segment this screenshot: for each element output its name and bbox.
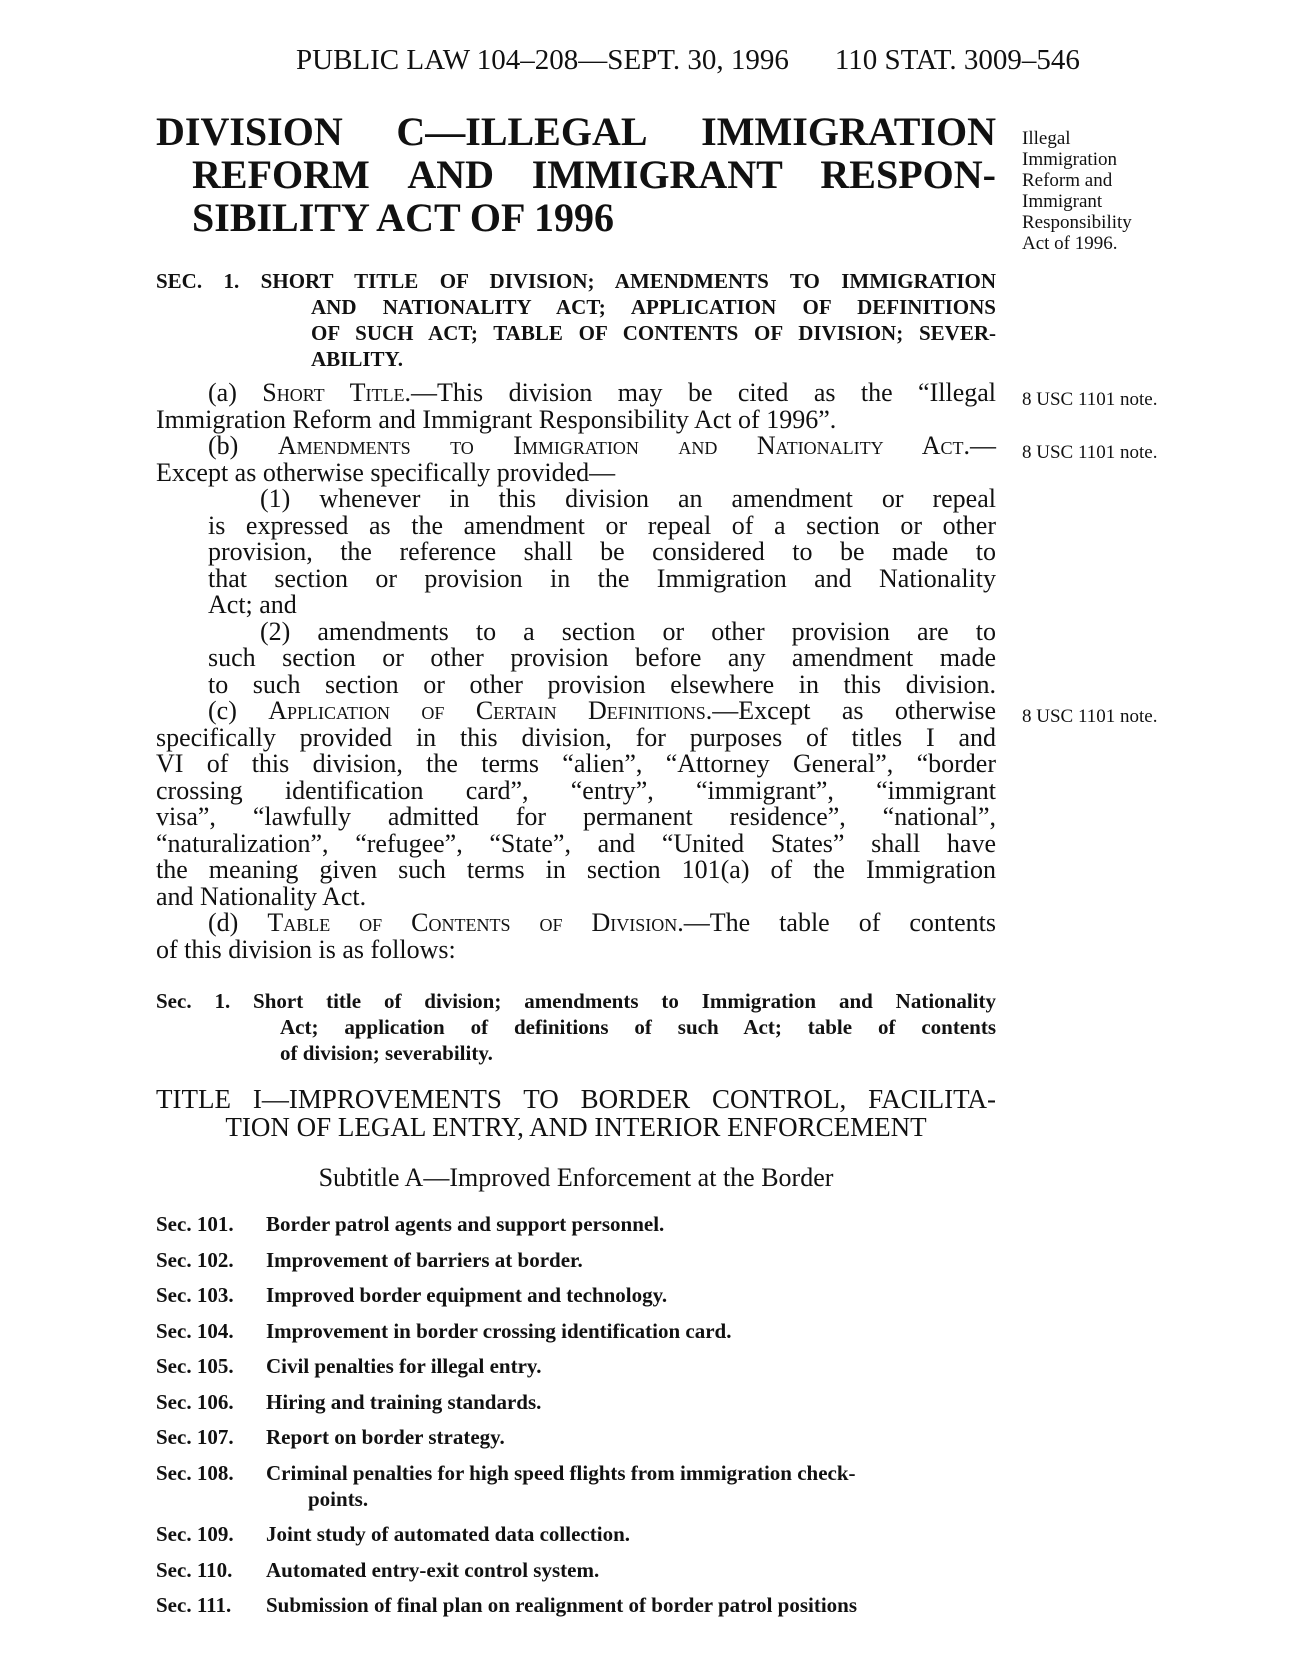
section-1-heading bbox=[156, 268, 996, 372]
margin-usc-note-b: 8 USC 1101 note. bbox=[1022, 442, 1158, 463]
margin-line: Immigration bbox=[1022, 149, 1117, 170]
toc-line: of division; severability. bbox=[280, 1041, 493, 1065]
title-heading-line: TITLE I—IMPROVEMENTS TO BORDER CONTROL, FACILITA- bbox=[156, 1084, 996, 1114]
margin-line: Reform and bbox=[1022, 170, 1113, 191]
margin-line: Immigrant bbox=[1022, 191, 1103, 212]
toc-item: Sec. 104. Improvement in border crossing identification card. bbox=[156, 1318, 732, 1343]
division-title-word: REFORM bbox=[192, 152, 370, 197]
body-line: (2) amendments to a section or other provision are to bbox=[260, 616, 996, 646]
toc-item: Sec. 101. Border patrol agents and support personnel. bbox=[156, 1212, 665, 1236]
toc-item: Sec. 111. Submission of final plan on realignment of border patrol positions bbox=[156, 1593, 858, 1617]
body-line: of this division is as follows: bbox=[156, 934, 456, 964]
subsection-a: (a) Short Title.—This division may be cited as the “Illegal bbox=[208, 378, 996, 407]
body-line: specifically provided in this division, for purposes of titles I and bbox=[156, 722, 996, 752]
division-title-word: AND bbox=[407, 152, 495, 197]
section-heading-line: ABILITY. bbox=[311, 347, 404, 371]
toc-entry-sec-1 bbox=[156, 988, 996, 1066]
body-line: visa”, “lawfully admitted for permanent residence”, “national”, bbox=[156, 802, 996, 831]
body-line: is expressed as the amendment or repeal of a section or other bbox=[208, 510, 996, 540]
subsection-d: (d) Table of Contents of Division.—The table of contents bbox=[208, 908, 996, 937]
toc-item: Sec. 105. Civil penalties for illegal entry. bbox=[156, 1354, 542, 1378]
body-line: that section or provision in the Immigration and Nationality bbox=[208, 563, 996, 593]
toc-item: Sec. 108. Criminal penalties for high speed flights from immigration check- points. bbox=[156, 1460, 856, 1511]
toc-item: Sec. 110. Automated entry-exit control system. bbox=[156, 1557, 600, 1582]
margin-line: Illegal bbox=[1022, 128, 1071, 149]
division-title bbox=[156, 110, 996, 239]
toc-line: Act; application of definitions of such Act; table of contents bbox=[280, 1015, 996, 1039]
toc-item: Sec. 102. Improvement of barriers at border. bbox=[156, 1247, 583, 1272]
subtitle-a-heading: Subtitle A—Improved Enforcement at the Border bbox=[318, 1163, 834, 1192]
margin-usc-note-c: 8 USC 1101 note. bbox=[1022, 706, 1158, 727]
statute-page: 110 STAT. 3009–546 bbox=[834, 44, 1080, 76]
body-line: “naturalization”, “refugee”, “State”, and “United States” shall have bbox=[156, 828, 996, 858]
body-line: and Nationality Act. bbox=[156, 881, 367, 911]
toc-item: Sec. 103. Improved border equipment and technology. bbox=[156, 1283, 668, 1307]
toc-item: Sec. 109. Joint study of automated data collection. bbox=[156, 1522, 630, 1546]
division-title-word: RESPON- bbox=[820, 152, 996, 197]
margin-line: Responsibility bbox=[1022, 212, 1132, 233]
body-line: crossing identification card”, “entry”, “immigrant”, “immigrant bbox=[156, 775, 996, 805]
section-heading-line: AND NATIONALITY ACT; APPLICATION OF DEFINITIONS bbox=[311, 295, 996, 319]
title-i-heading bbox=[156, 1085, 996, 1141]
body-line: Except as otherwise specifically provided— bbox=[156, 457, 616, 487]
toc-line: Sec. 1. Short title of division; amendments to Immigration and Nationality bbox=[156, 989, 996, 1013]
section-heading-line: SEC. 1. SHORT TITLE OF DIVISION; AMENDMENTS TO IMMIGRATION bbox=[156, 269, 996, 293]
body-line: such section or other provision before any amendment made bbox=[208, 643, 996, 672]
division-title-word: C—ILLEGAL bbox=[396, 109, 648, 154]
division-title-word: IMMIGRATION bbox=[701, 109, 996, 154]
subsection-c: (c) Application of Certain Definitions.—Except as otherwise bbox=[208, 696, 996, 725]
body-line: (1) whenever in this division an amendment or repeal bbox=[260, 484, 996, 513]
toc-list bbox=[156, 1211, 996, 1628]
margin-title-note bbox=[1022, 128, 1192, 254]
title-heading-line: TION OF LEGAL ENTRY, AND INTERIOR ENFORCEMENT bbox=[225, 1112, 927, 1142]
toc-item: Sec. 107. Report on border strategy. bbox=[156, 1425, 505, 1449]
body-line: Act; and bbox=[208, 590, 297, 619]
subsection-b: (b) Amendments to Immigration and Nationality Act.— bbox=[208, 431, 996, 460]
paragraph-1 bbox=[156, 486, 996, 619]
body-line: the meaning given such terms in section 101(a) of the Immigration bbox=[156, 855, 996, 884]
toc-item: Sec. 106. Hiring and training standards. bbox=[156, 1389, 542, 1414]
body-line: provision, the reference shall be considered to be made to bbox=[208, 537, 996, 566]
division-title-word: DIVISION bbox=[156, 109, 343, 154]
section-heading-line: OF SUCH ACT; TABLE OF CONTENTS OF DIVISION; SEVER- bbox=[311, 321, 996, 345]
body-line: Immigration Reform and Immigrant Responsibility Act of 1996”. bbox=[156, 404, 837, 434]
page-header bbox=[296, 44, 1080, 77]
paragraph-2 bbox=[156, 616, 996, 699]
body-line: VI of this division, the terms “alien”, “Attorney General”, “border bbox=[156, 749, 996, 778]
section-1-body bbox=[156, 380, 996, 963]
margin-line: Act of 1996. bbox=[1022, 233, 1118, 254]
division-title-line: SIBILITY ACT OF 1996 bbox=[192, 195, 614, 240]
law-citation: PUBLIC LAW 104–208—SEPT. 30, 1996 bbox=[296, 44, 789, 76]
body-line: to such section or other provision elsewhere in this division. bbox=[208, 669, 996, 699]
division-title-word: IMMIGRANT bbox=[531, 152, 783, 197]
margin-usc-note-a: 8 USC 1101 note. bbox=[1022, 389, 1158, 410]
